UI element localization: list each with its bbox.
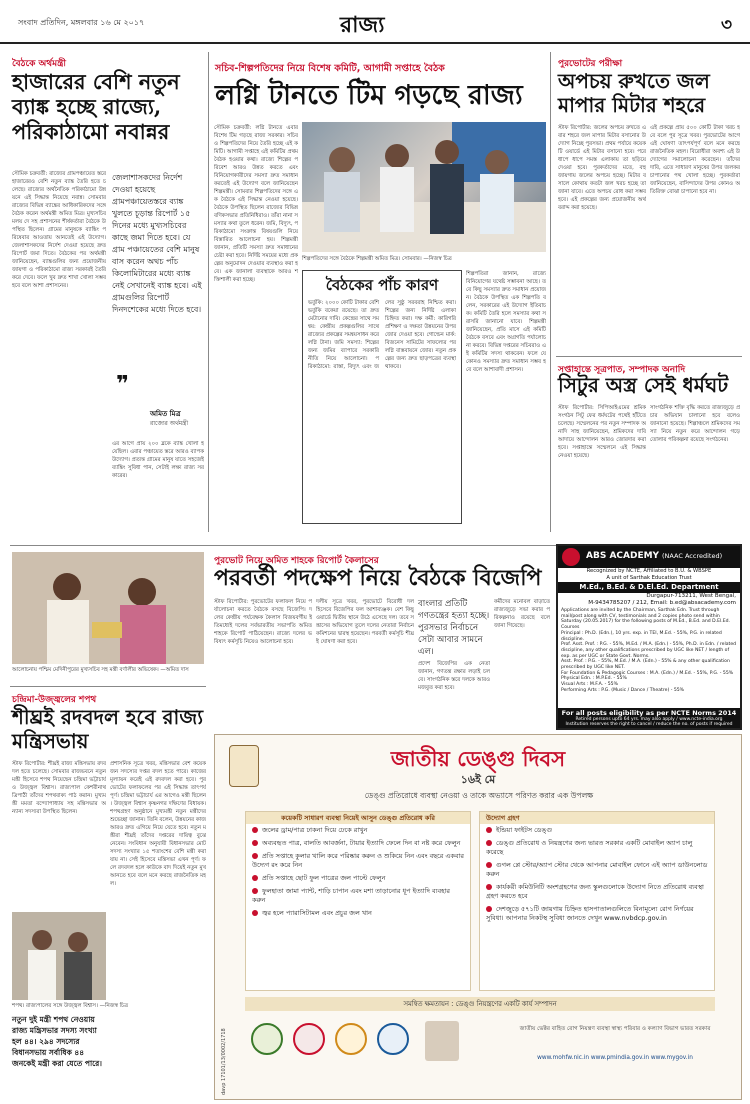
swearing-in-photo: [12, 912, 106, 1000]
ad-date: ১৬ই মে: [460, 773, 496, 786]
kicker: সচিব-শিল্পপতিদের নিয়ে বিশেষ কমিটি, আগামী সপ্তাহে বৈঠক: [215, 63, 445, 74]
article-body: প্রশাসনিক সূত্রে খবর, মন্ত্রিসভার বেশ কয়েকজন সদস্যের দপ্তর বদল হতে পারে। কাজের মূল্যায়ন করেই এই রদবদল করা হবে। পুরভোটের ফলাফলের পর এই সিদ্ধান্ত তাৎপর্যপূর্ণ। চন্দ্রিমা ভট্টাচার্য এর আগেও মন্ত্রী ছিলেন। উজ্জ্বল বিশ্বাস কৃষ্ণনগর দক্ষিণের বিধায়ক। শপথগ্রহণ অনুষ্ঠানে মুখ্যমন্ত্রী নতুন মন্ত্রীদের শুভেচ্ছা জানান। তিনি বলেন, উন্নয়নের কাজ আরও দ্রুত এগিয়ে নিয়ে যেতে হবে। নতুন মন্ত্রীরা শীঘ্রই তাঁদের দপ্তরের দায়িত্ব বুঝে নেবেন। সংবিধান অনুযায়ী বিধানসভার মোট সদস্য সংখ্যার ১৫ শতাংশের বেশি মন্ত্রী করা যায় না। সেই হিসেবে মন্ত্রিসভা এখন পূর্ণ। ফলে রদবদল হলে কাউকে বাদ দিয়েই নতুন মুখ আনতে হবে বলে মনে করছে রাজনৈতিক মহল।: [110, 761, 206, 887]
national-health-mission-logo-icon: [335, 1023, 367, 1055]
list-item-text: ডেঙ্গু প্রতিরোধ ও নিয়ন্ত্রণের জন্য ভারত সরকার একটি মোবাইল অ্যাপ চালু করেছে: [486, 839, 693, 856]
list-item: [252, 887, 464, 905]
article-body: স্টাফ রিপোর্টার: পুরভোটের ফলাফল নিয়ে পর্যালোচনা করতে বৈঠকে বসছে বিজেপি। দলের কেন্দ্রীয় পর্যবেক্ষক কৈলাস বিজয়বর্গীয় ইতিমধ্যেই দলের সর্বভারতীয় সভাপতি অমিত শাহকে রিপোর্ট পাঠিয়েছেন। রাজ্যে দলের ভবিষ্যৎ কর্মসূচি নিয়েও আলোচনা হবে।: [214, 599, 312, 645]
bullet-icon: [252, 875, 258, 881]
headline: হাজারের বেশি নতুন ব্যাঙ্ক হচ্ছে রাজ্যে, পরিকাঠামো নবান্নর: [12, 69, 180, 144]
masthead-date: সংবাদ প্রতিদিন, মঙ্গলবার ১৬ মে ২০১৭: [18, 18, 145, 27]
panel-header: কয়েকটি সাধারণ ব্যবস্থা নিয়েই আসুন ডেঙ্গু প্রতিরোধ করি: [246, 812, 470, 824]
caption-text: আলোচনায় পশ্চিম মেদিনীপুরের মুখ্যসচিব সহ মন্ত্রী বর্ণালীর অভিষেক।: [12, 667, 159, 673]
quote-author: অমিত মিত্র: [150, 410, 181, 418]
headline: শীঘ্রই রদবদল হবে রাজ্য মন্ত্রিসভায়: [12, 705, 204, 753]
ad-subtitle: ডেঙ্গু প্রতিরোধে ব্যবস্থা নেওয়া ও তাকে অভ্যাসে পরিণত করার এক উপলক্ষ: [364, 791, 594, 800]
ad-footer: For all posts eligibility as per NCTE Norms 2014: [561, 709, 737, 717]
ad-asst: Asst. Prof. : P.G. - 55%, M.Ed. / M.A. (Edn.) - 55% & any other qualification prescribed by UGC like NET.: [561, 659, 730, 671]
ad-name: ABS ACADEMY: [586, 551, 660, 561]
list-item-text: ইন্ডিয়া ফাইটস ডেঙ্গু: [496, 826, 553, 834]
article-body: এর আগে প্রায় ২০০ ব্লকে ব্যাঙ্ক খোলা হয়েছিল। এবার পঞ্চায়েত স্তরে আরও ব্যাপক উদ্যোগ। প্রত্যন্ত গ্রামের মানুষ যাতে সহজেই ব্যাঙ্কিং সুবিধা পান, সেটাই লক্ষ্য রাজ্য সরকারের।: [112, 441, 204, 479]
sub-headline: নতুন দুই মন্ত্রী শপথ নেওয়ায় রাজ্য মন্ত্রিসভার সদস্য সংখ্যা হল ৪৪। ২৯৪ সদস্যের বিধানসভায় সর্বাধিক ৪৪ জনকেই মন্ত্রী করা যেতে পারে।: [12, 1015, 102, 1068]
bullet-icon: [486, 906, 492, 912]
ad-visual: Visual Arts : M.F.A. - 55%: [561, 682, 618, 688]
list-item-text: জলের ড্রাম/পাত্র ঢাকনা দিয়ে ঢেকে রাখুন: [262, 826, 368, 834]
list-item-text: দেশজুড়ে ৫৭১টি জায়গায় চিহ্নিত হাসপাতালগুলিতে বিনামূল্যে রোগ নির্ণয়ের সুবিধা। আপনার নিকটস্থ সুবিধা জানতে দেখুন www.nvbdcp.gov.in: [486, 905, 694, 922]
list-item: [252, 839, 464, 848]
ceremony-photo: [12, 552, 204, 664]
minister-photo: [425, 1021, 459, 1061]
dengue-day-ad: [214, 734, 742, 1100]
bullet-icon: [252, 827, 258, 833]
bullet-icon: [486, 840, 492, 846]
list-item-text: জ্বর হলে প্যারাসিটামল এবং প্রচুর জল খান: [262, 909, 372, 917]
divider: [550, 52, 551, 532]
abs-academy-ad: [556, 544, 742, 730]
list-item-text: ফুলহাতা জামা প্যান্ট, শাড়ি চাপান এবং মশা তাড়ানোর ধূপ ইত্যাদি ব্যবহার করুন: [252, 887, 450, 904]
article-body: শিল্পপতিরা জানান, রাজ্যে বিনিয়োগের যথেষ্ট সম্ভাবনা আছে। তবে কিছু সমস্যার দ্রুত সমাধান প্রয়োজন। বৈঠকে উপস্থিত এক শিল্পপতি বলেন, সরকারের এই উদ্যোগ ইতিবাচক। কমিটি তৈরি হলে সমস্যার কথা সরাসরি জানানো যাবে। শিল্পমন্ত্রী জানিয়েছেন, প্রতি মাসে এই কমিটি বৈঠকে বসবে এবং অগ্রগতি পর্যালোচনা করবে। বিভিন্ন দপ্তরের সচিবরাও এই কমিটির সদস্য থাকবেন। ফলে যে কোনও সমস্যার দ্রুত সমাধান সম্ভব হবে বলে আশাবাদী প্রশাসন।: [466, 271, 546, 373]
list-item-text: প্রতি সপ্তাহে ছোট ফুল পাত্রের জল পাল্টে ফেলুন: [262, 874, 386, 882]
article-body: এই প্রকল্পে প্রায় ৫০০ কোটি টাকা খরচ হবে বলে পুর সূত্রে খবর। পুরভোটের আগে এই ঘোষণা তাৎপর্যপূর্ণ বলে মনে করছে রাজনৈতিক মহল। বিরোধীরা অবশ্য এই উদ্যোগের সমালোচনা করেছেন। তাঁদের দাবি, এতে সাধারণ মানুষের উপর জলকর চাপানোর পথ খোলা হচ্ছে। পুরকর্তারা জানিয়েছেন, বাসিন্দাদের উপর কোনও অতিরিক্ত বোঝা চাপানো হবে না।: [650, 125, 740, 195]
ad-contact: M-9434785207 / 212, Email: b.ed@absacademy.com: [588, 600, 736, 606]
kicker: চন্দ্রিমা-উজ্জ্বলের শপথ: [12, 695, 97, 705]
bullet-icon: [486, 827, 492, 833]
box-body: ভর্তুকি: ২০০০ কোটি টাকার বেশি ভর্তুকি বকেয়া রয়েছে। তা দ্রুত মেটানোর দাবি। কেন্দ্রের সাথে সমন্বয়: কেন্দ্রীয় প্রকল্পগুলির সাথে রাজ্যের প্রকল্পের সমন্বয়সাধন করে লগ্নি টানা। জমি সমস্যা: শিল্পের জন্য জমির ব্যাপারে সরকারি নীতি নিয়ে আলোচনা। পরিকাঠামো: রাস্তা, বিদ্যুৎ এবং জলের সুষ্ঠু সরবরাহ নিশ্চিত করা। শিল্পের জন্য নির্দিষ্ট এলাকা চিহ্নিত করা। দক্ষ কর্মী: কারিগরি প্রশিক্ষণ ও দক্ষতা উন্নয়নের উপর জোর দেওয়া হবে। গোল্ডেন মার্ক: বিজনেস সামিটের সাফল্যের পর লগ্নি বাস্তবায়নে জোর। নতুন প্রকল্পের জন্য দ্রুত ছাড়পত্রের ব্যবস্থা থাকবে।: [308, 299, 456, 370]
quote-author-title: রাজ্যের অর্থমন্ত্রী: [150, 420, 189, 427]
ad-department: M.Ed., B.Ed. & D.El.Ed. Department: [558, 582, 740, 593]
list-item-text: অব্যবহৃত পাত্র, বালতি আবর্জনা, টায়ার ইত্যাদি ফেলে দিন বা নষ্ট করে ফেলুন: [262, 839, 461, 847]
ad-physical: Physical Edn. : M.P.Ed. - 55%: [561, 676, 627, 682]
article-body: সৌমিক চক্রবর্তী: লগ্নি টানতে এবার বিশেষ টিম গড়ছে রাজ্য সরকার। সচিব ও শিল্পপতিদের নিয়ে তৈরি হচ্ছে এই কমিটি। আগামী সপ্তাহে এই কমিটির প্রথম বৈঠক হওয়ার কথা। রাজ্যে শিল্পের পরিবেশ আরও উন্নত করতে এবং বিনিয়োগকারীদের সমস্যা দ্রুত সমাধান করতেই এই উদ্যোগ বলে জানিয়েছেন শিল্পমন্ত্রী। সোমবার শিল্পপতিদের সঙ্গে এক বৈঠকে এই সিদ্ধান্ত নেওয়া হয়েছে। বৈঠকে উপস্থিত ছিলেন রাজ্যের বিভিন্ন বণিকসভার প্রতিনিধিরাও। তাঁরা নানা সমস্যার কথা তুলে ধরেন। জমি, বিদ্যুৎ, পরিকাঠামো সংক্রান্ত বিষয়গুলি নিয়ে বিস্তারিত আলোচনা হয়। শিল্পমন্ত্রী জানান, প্রতিটি সমস্যা দ্রুত সমাধানের চেষ্টা করা হবে। নির্দিষ্ট সময়ের মধ্যে প্রকল্পের অনুমোদন দেওয়ার ব্যবস্থাও করা হবে। এক জানালা ব্যবস্থাকে আরও শক্তিশালী করা হচ্ছে।: [214, 125, 298, 283]
initiative-list: [480, 824, 714, 929]
headline: অপচয় রুখতে জল মাপার মিটার শহরে: [558, 69, 710, 117]
article-body: কর্মীদের মনোবল বাড়াতে রাজ্যজুড়ে সভা করার পরিকল্পনাও রয়েছে বলে জানা গিয়েছে।: [494, 599, 550, 629]
list-item: [252, 852, 464, 870]
ad-badge: (NAAC Accredited): [662, 552, 723, 560]
photo-credit: —অমিত দাস: [160, 667, 189, 673]
kicker: পুরভোটের পরীক্ষা: [558, 59, 623, 69]
ad-url[interactable]: www.mohfw.nic.in www.pmindia.gov.in www.mygov.in: [537, 1055, 693, 1061]
article-body: দলীয় সূত্রে খবর, পুরভোটে বিরোধী দল হিসেবে বিজেপির ফল আশাব্যঞ্জক। বেশ কিছু ওয়ার্ডে দ্বিতীয় স্থানে উঠে এসেছে দল। তবে সন্ত্রাসের অভিযোগ তুলে দলের নেতারা নির্বাচন কমিশনের দ্বারস্থ হয়েছেন। পরবর্তী কর্মসূচি শীঘ্রই ঘোষণা করা হবে।: [316, 599, 414, 645]
caption-text: শপথ। রাজ্যপালের সঙ্গে উজ্জ্বল বিশ্বাস।: [12, 1003, 98, 1009]
ad-footer: সমন্বিত ক্ষমতায়ন : ডেঙ্গু নিয়ন্ত্রণের একটি কার্য সম্পাদন: [245, 997, 715, 1011]
article-body: সৌমিক চক্রবর্তী: রাজ্যের গ্রামপঞ্চায়েত স্তরে হাজারেরও বেশি নতুন ব্যাঙ্ক তৈরি হতে চলেছে। রাজ্যের অর্থনৈতিক পরিকাঠামো উন্নয়নে এই সিদ্ধান্ত নিয়েছে নবান্ন। সোমবার রাজ্যের বিভিন্ন ব্যাঙ্কের আধিকারিকদের সঙ্গে বৈঠক করেন অর্থমন্ত্রী অমিত মিত্র। মুখ্যসচিব মলয় দে সহ প্রশাসনের শীর্ষকর্তারা বৈঠকে উপস্থিত ছিলেন। গ্রামের মানুষকে ব্যাঙ্কিং পরিষেবার আওতায় আনতেই এই উদ্যোগ। জেলাশাসকদের নির্দেশ দেওয়া হয়েছে দ্রুত রিপোর্ট জমা দিতে। বৈঠকের পর অর্থমন্ত্রী জানিয়েছেন, ব্যাঙ্কগুলির জন্য প্রয়োজনীয় জায়গা ও পরিকাঠামো রাজ্য সরকারই তৈরি করে দেবে। ফলে খুব দ্রুত শাখা খোলা সম্ভব হবে বলে আশা প্রশাসনের।: [12, 171, 106, 289]
meeting-photo: [302, 122, 546, 252]
ad-code: davp 17101/13/0002/1718: [221, 1028, 227, 1095]
bullet-icon: [252, 910, 258, 916]
initiative-panel: [479, 811, 715, 991]
article-body: প্রদেশ বিজেপির এক নেতা জানান, গণতন্ত্র রক্ষার লড়াই চলবে। সাংগঠনিক স্তরে দলকে আরও মজবুত করা হবে।: [418, 661, 490, 691]
divider: [10, 686, 206, 687]
info-box: [302, 270, 462, 524]
mother-child-logo-icon: [251, 1023, 283, 1055]
ad-prof: Prof. Asst. Prof. : P.G. - 55%, M.Ed. / M.A. (Edn.) - 55%, Ph.D. in Edn. / related discipline, any other qualifications prescribed by UGC like NET / length of exp. as per UGC or State Govt. Norms.: [561, 642, 737, 659]
headline: পরবর্তী পদক্ষেপ নিয়ে বৈঠকে বিজেপি: [214, 565, 542, 591]
divider: [556, 356, 742, 357]
ad-performing: Performing Arts : P.G. (Music / Dance / Theatre) - 55%: [561, 687, 685, 693]
photo-caption: [12, 667, 204, 674]
bullet-icon: [486, 862, 492, 868]
list-item-text: প্রতি সপ্তাহে কুলার খালি করে পরিষ্কার করুন ও শুকিয়ে নিন এবং বছরে একবার উদ্যেগ রং করে নিন: [252, 852, 464, 869]
article-body: স্টাফ রিপোর্টার: সিপিআইএমের শ্রমিক সংগঠন সিটু ফের ধর্মঘটের পথেই হাঁটতে চলেছে। সম্মেলনের পর নতুন সম্পাদক অনাদি সাহু জানিয়েছেন, শ্রমিকদের দাবি আদায়ে আন্দোলন আরও জোরদার করা হবে। সপ্তাহান্তে সম্মেলনে এই সিদ্ধান্ত নেওয়া হয়েছে।: [558, 405, 646, 459]
bullet-icon: [252, 840, 258, 846]
ad-dept: জাতীয় ভেক্টর বাহিত রোগ নিয়ন্ত্রণ ব্যবস্থা স্বাস্থ্য পরিবার ও কল্যাণ বিভাগ ভারত সরকার: [519, 1026, 711, 1032]
photo-caption: [302, 256, 546, 263]
nvbdcp-logo-icon: [377, 1023, 409, 1055]
bullet-icon: [252, 888, 258, 894]
divider: [208, 52, 209, 532]
ad-address: Durgapur-713211, West Bengal,: [646, 593, 736, 599]
bullet-icon: [486, 884, 492, 890]
kicker: পুরভোট নিয়ে অমিত শাহকে রিপোর্ট কৈলাসের: [214, 556, 379, 566]
caption-text: শিল্পপতিদের সঙ্গে বৈঠকে শিল্পমন্ত্রী অমিত মিত্র। সোমবার।: [302, 256, 422, 262]
list-item: [486, 905, 708, 923]
pull-quote: [418, 598, 490, 658]
list-item: [486, 883, 708, 901]
ad-unit: A unit of Sarthak Education Trust: [606, 575, 692, 581]
article-body: সাংগঠনিক শক্তি বৃদ্ধি করতে রাজ্যজুড়ে প্রচার অভিযান চালানো হবে বলেও জানানো হয়েছে। শিল্পাঞ্চলে শ্রমিকদের সমস্যা নিয়ে নতুন করে আন্দোলন গড়ে তোলার পরিকল্পনা রয়েছে সংগঠনের।: [650, 405, 740, 443]
list-item: [486, 861, 708, 879]
list-item: [252, 874, 464, 883]
list-item: [252, 826, 464, 835]
abs-logo-icon: [562, 548, 580, 566]
panel-header: উদ্যোগ গ্রহণ: [480, 812, 714, 824]
photo-credit: —নিজস্ব চিত্র: [423, 256, 452, 262]
bullet-icon: [252, 853, 258, 859]
photo-credit: —নিজস্ব চিত্র: [99, 1003, 129, 1009]
ad-header: [558, 546, 740, 568]
kicker: বৈঠকে অর্থমন্ত্রী: [12, 59, 66, 69]
quote-mark-icon: ❞: [116, 372, 129, 397]
pull-quote-text: জেলাশাসকদের নির্দেশ দেওয়া হয়েছে গ্রামপঞ্চায়েতস্তরে ব্যাঙ্ক খুলতে চূড়ান্ত রিপোর্ট ১৫ দিনের মধ্যে মুখ্যসচিবের কাছে জমা দিতে হবে। যে গ্রাম পঞ্চায়েতের বেশি মানুষ বাস করেন অথচ পাঁচ কিলোমিটারের মধ্যে ব্যাঙ্ক নেই সেখানেই ব্যাঙ্ক হবে। এই গ্রামগুলির রিপোর্ট দিনদশেকের মধ্যে দিতে হবে।: [112, 173, 202, 314]
prevention-list: [246, 824, 470, 924]
kicker: সপ্তাহান্তে সূত্রপাত, সম্পাদক অনাদি: [558, 365, 686, 375]
list-item-text: কার্যকরী কমিউনিটি অংশগ্রহণের জন্য স্কুলগুলোকে উদ্যোগ নিতে প্রতিরোধ ব্যবস্থা গ্রহণ করতে হবে: [486, 883, 704, 900]
headline: লগ্নি টানতে টিম গড়ছে রাজ্য: [215, 80, 523, 111]
section-title: রাজ্য: [340, 12, 385, 38]
pull-quote: [112, 172, 204, 316]
prevention-panel: [245, 811, 471, 991]
list-item-text: গুগল প্লে স্টোর/অ্যাপ স্টোর থেকে আপনার মোবাইল ফোনে এই অ্যাপ ডাউনলোড করুন: [486, 861, 708, 878]
box-headline: বৈঠকের পাঁচ কারণ: [325, 276, 439, 294]
headline: সিটুর অস্ত্র সেই ধর্মঘট: [558, 373, 729, 397]
ad-foundation: For Foundation & Pedagogic Courses : M.A. (Edn.) / M.Ed. - 55%, P.G. - 55%: [561, 670, 734, 676]
ad-principal: Principal : Ph.D. (Edn.), 10 yrs. exp. in TEI, M.Ed. - 55%, P.G. in related discipline.: [561, 630, 722, 642]
article-body: স্টাফ রিপোর্টার: জলের অপচয় রুখতে এবার শহরে জল মাপার মিটার বসানোর উদ্যোগ নিচ্ছে পুরসভা। প্রথম পর্যায়ে কয়েকটি ওয়ার্ডে এই মিটার বসানো হবে। পরে ধাপে ধাপে সমস্ত এলাকায় তা ছড়িয়ে দেওয়া হবে। পুরকর্তাদের মতে, বহু জায়গায় জলের অপচয় হচ্ছে। মিটার বসালে কোথায় কতটা জল খরচ হচ্ছে তা জানা যাবে। এতে অপচয় রোধ করা সম্ভব হবে। এই প্রকল্পের জন্য প্রয়োজনীয় অর্থ বরাদ্দ করা হয়েছে।: [558, 125, 646, 211]
ad-body: Applications are invited by the Chairman, Sarthak Edn. Trust through mail/post along with CV, testimonials and 2 copies photo send within Saturday (20.05.2017) for the following posts of M.Ed., B.Ed. and D.El.Ed. Courses: [561, 608, 731, 631]
health-logo-icon: [293, 1023, 325, 1055]
article-body: স্টাফ রিপোর্টার: শীঘ্রই রাজ্য মন্ত্রিসভায় রদবদল হতে চলেছে। সোমবার রাজভবনে নতুন মন্ত্রী হিসেবে শপথ নিয়েছেন চন্দ্রিমা ভট্টাচার্য ও উজ্জ্বল বিশ্বাস। রাজ্যপাল কেশরীনাথ ত্রিপাঠী তাঁদের শপথবাক্য পাঠ করান। মুখ্যমন্ত্রী মমতা বন্দ্যোপাধ্যায় সহ মন্ত্রিসভার অন্যান্য সদস্যরা উপস্থিত ছিলেন।: [12, 761, 106, 815]
page-number: ৩: [720, 15, 732, 35]
pull-quote-text: বাংলার প্রতিটি গণতন্ত্রের হত্যা হচ্ছে। পুরসভার নির্বাচনে সেটা আবার সামনে এল।: [418, 599, 490, 657]
ad-recognition: Recognized by NCTE, Affiliated to B.U. & WBSPE: [586, 568, 712, 574]
list-item: [252, 909, 464, 918]
ad-title: জাতীয় ডেঙ্গু দিবস: [390, 746, 566, 771]
list-item: [486, 839, 708, 857]
ad-footer-3: Institution reserves the right to cancel / reduce the no. of posts if required: [565, 722, 733, 727]
list-item: [486, 826, 708, 835]
ad-footer-2: Retired persons upto 64 yrs. may also apply / www.ncte-india.org: [575, 717, 723, 722]
